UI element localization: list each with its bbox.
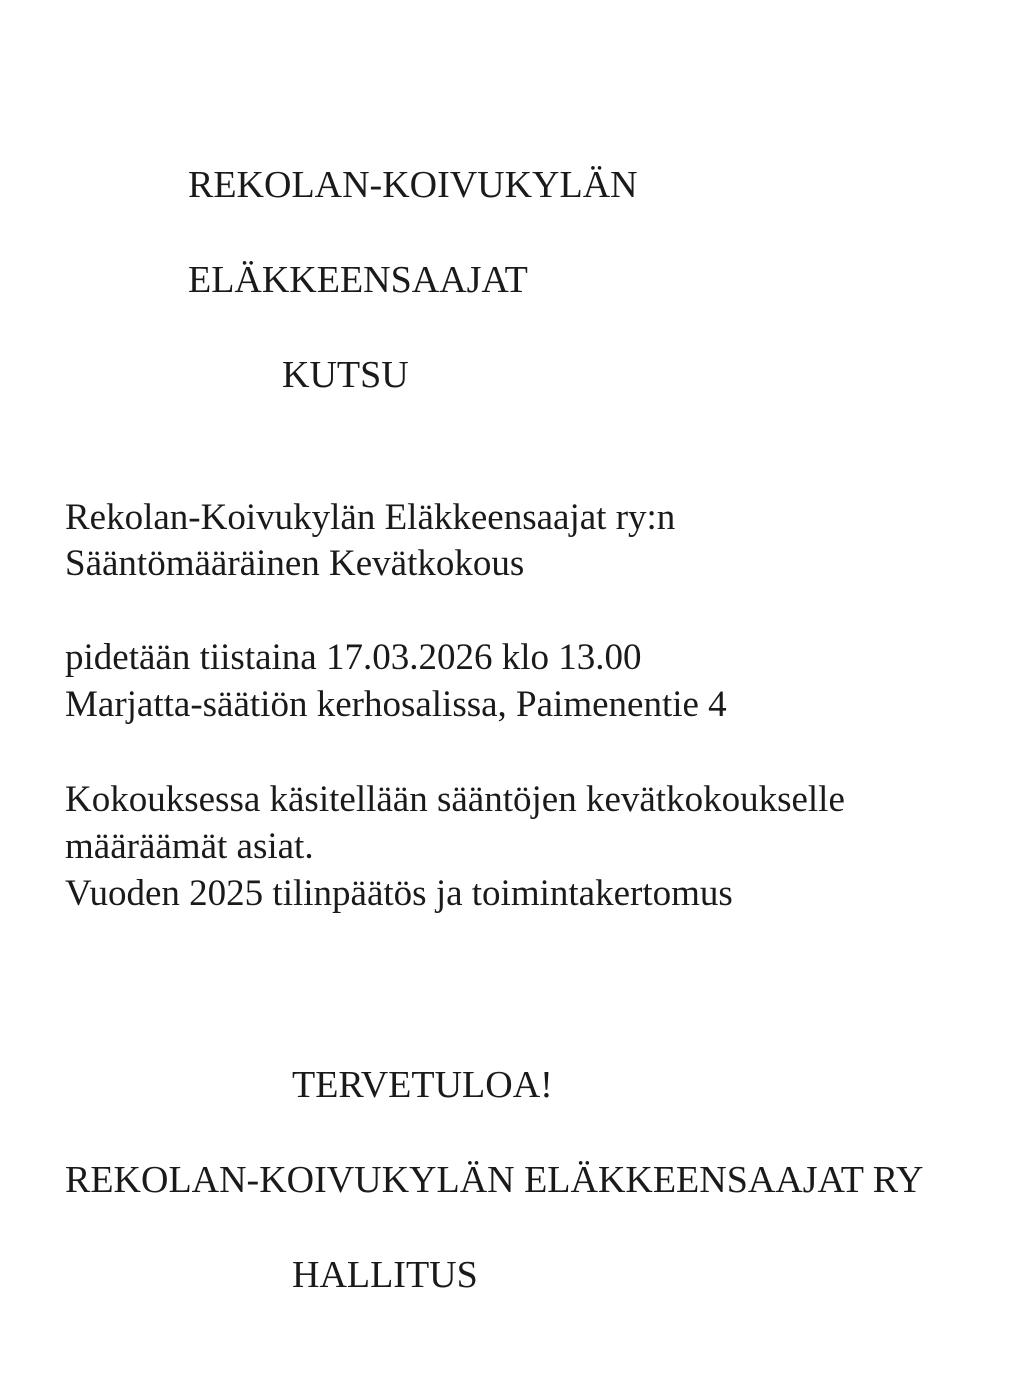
org-name-line-2: ELÄKKEENSAAJAT [188,259,528,301]
agenda-line-2: määräämät asiat. [65,826,314,867]
org-signature: REKOLAN-KOIVUKYLÄN ELÄKKEENSAAJAT RY [65,1159,924,1201]
agenda-line-3: Vuoden 2025 tilinpäätös ja toimintakertomus [65,873,733,914]
intro-line-1: Rekolan-Koivukylän Eläkkeensaajat ry:n [65,497,676,538]
org-name-line-1: REKOLAN-KOIVUKYLÄN [188,164,638,206]
welcome-text: TERVETULOA! [292,1064,553,1106]
meeting-time: pidetään tiistaina 17.03.2026 klo 13.00 [65,637,642,678]
agenda-line-1: Kokouksessa käsitellään sääntöjen kevätkokoukselle [65,779,845,820]
intro-line-2: Sääntömääräinen Kevätkokous [65,543,525,584]
meeting-place: Marjatta-säätiön kerhosalissa, Paimenentie 4 [65,684,727,725]
page-title: KUTSU [282,354,409,396]
board-signature: HALLITUS [292,1254,478,1296]
